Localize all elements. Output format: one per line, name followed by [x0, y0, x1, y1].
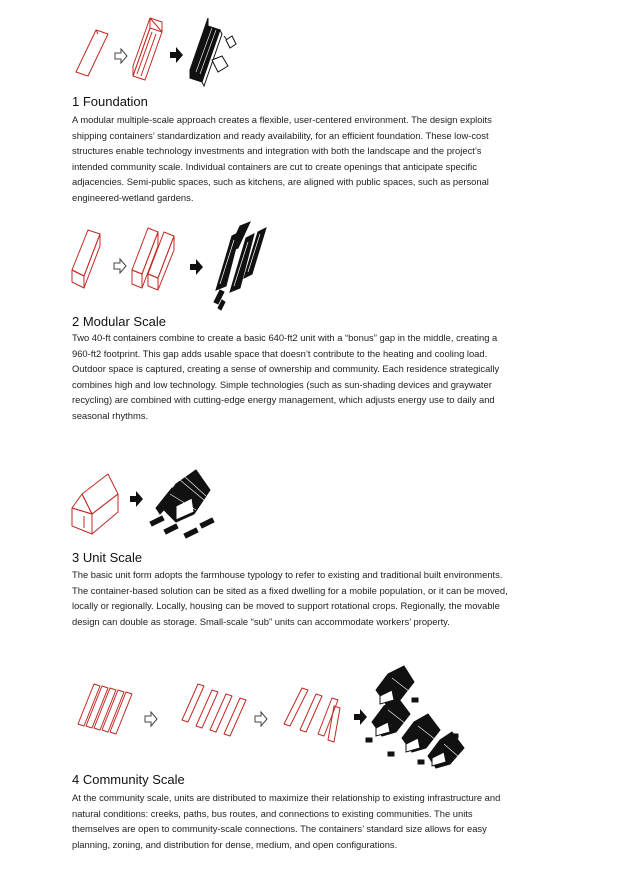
section-body	[72, 112, 592, 206]
section-heading: 2 Modular Scale	[72, 314, 166, 329]
body-line: Two 40-ft containers combine to create a basic 640-ft2 unit with a “bonus” gap in the middle, creating a	[72, 332, 498, 343]
community-scale-diagram	[0, 660, 631, 770]
container-cut-solid	[190, 18, 236, 86]
container-open-outline	[133, 18, 162, 80]
body-line: intended community scale. Individual containers are cut to create openings that anticipate specific	[72, 160, 477, 172]
section-body	[72, 790, 592, 852]
body-line: design can double as storage. Small-scale “sub” units can accommodate workers’ property.	[72, 615, 450, 627]
outline-arrow-icon	[145, 712, 157, 726]
body-line: seasonal rhythms.	[72, 409, 149, 421]
outline-arrow-icon	[255, 712, 267, 726]
modular-scale-diagram	[0, 212, 631, 312]
container-pair-outline	[132, 228, 174, 290]
container-outline	[76, 30, 108, 76]
open-layout-outline	[284, 688, 340, 742]
solid-arrow-icon	[130, 491, 143, 507]
container-box-outline	[72, 230, 100, 288]
body-line: A modular multiple-scale approach creates a flexible, user-centered environment. The design exploits	[72, 114, 492, 125]
body-line: themselves are open to community-scale connections. The containers’ standard size allows for easy	[72, 823, 487, 835]
body-line: shipping containers’ standardization and ready availability, for an efficient foundation. These low-cost	[72, 129, 489, 141]
body-line: natural conditions: creeks, paths, bus routes, and connections to existing communities. The units	[72, 807, 473, 819]
section-heading: 1 Foundation	[72, 94, 148, 109]
body-line: Outdoor space is captured, creating a sense of ownership and community. Each residence strategically	[72, 363, 500, 375]
body-line: The container-based solution can be sited as a fixed dwelling for a mobile population, or it can be moved,	[72, 584, 508, 596]
section-heading: 4 Community Scale	[72, 772, 185, 787]
section-body	[72, 567, 592, 629]
section-modular-scale	[0, 212, 631, 432]
unit-scale-diagram	[0, 450, 631, 550]
outline-arrow-icon	[114, 259, 126, 273]
body-line: The basic unit form adopts the farmhouse typology to refer to existing and traditional built environments.	[72, 569, 503, 580]
medium-layout-outline	[182, 684, 246, 736]
solid-arrow-icon	[354, 709, 367, 725]
container-pair-solid	[214, 222, 266, 310]
section-community-scale	[0, 660, 631, 870]
community-cluster-solid	[366, 666, 464, 768]
solid-arrow-icon	[170, 47, 183, 63]
body-line: At the community scale, units are distributed to maximize their relationship to existing infrastructure and	[72, 792, 501, 803]
section-foundation	[0, 0, 631, 210]
body-line: 960-ft2 footprint. This gap adds usable space that doesn’t contribute to the heating and cooling load.	[72, 347, 488, 359]
section-body	[72, 330, 592, 424]
solid-arrow-icon	[190, 259, 203, 275]
farmhouse-outline	[72, 474, 118, 534]
body-line: combines high and low technology. Simple technologies (such as sun-shading devices and graywater	[72, 378, 492, 390]
body-line: recycling) are combined with cutting-edge energy management, which adjusts energy use to daily and	[72, 394, 495, 406]
body-line: structures enable technology investments and integration with both the landscape and the project’s	[72, 145, 482, 157]
section-unit-scale	[0, 450, 631, 640]
foundation-diagram	[0, 0, 631, 92]
farmhouse-solid	[150, 470, 214, 538]
body-line: locally or regionally. Locally, housing can be moved to support rotational crops. Regionally, the movable	[72, 600, 500, 612]
outline-arrow-icon	[115, 49, 127, 63]
body-line: adjacencies. Semi-public spaces, such as kitchens, are aligned with public spaces, such as personal	[72, 176, 489, 188]
body-line: engineered-wetland gardens.	[72, 191, 194, 203]
body-line: planning, zoning, and distribution for dense, medium, and open configurations.	[72, 838, 398, 850]
dense-layout-outline	[78, 684, 132, 734]
section-heading: 3 Unit Scale	[72, 550, 143, 565]
